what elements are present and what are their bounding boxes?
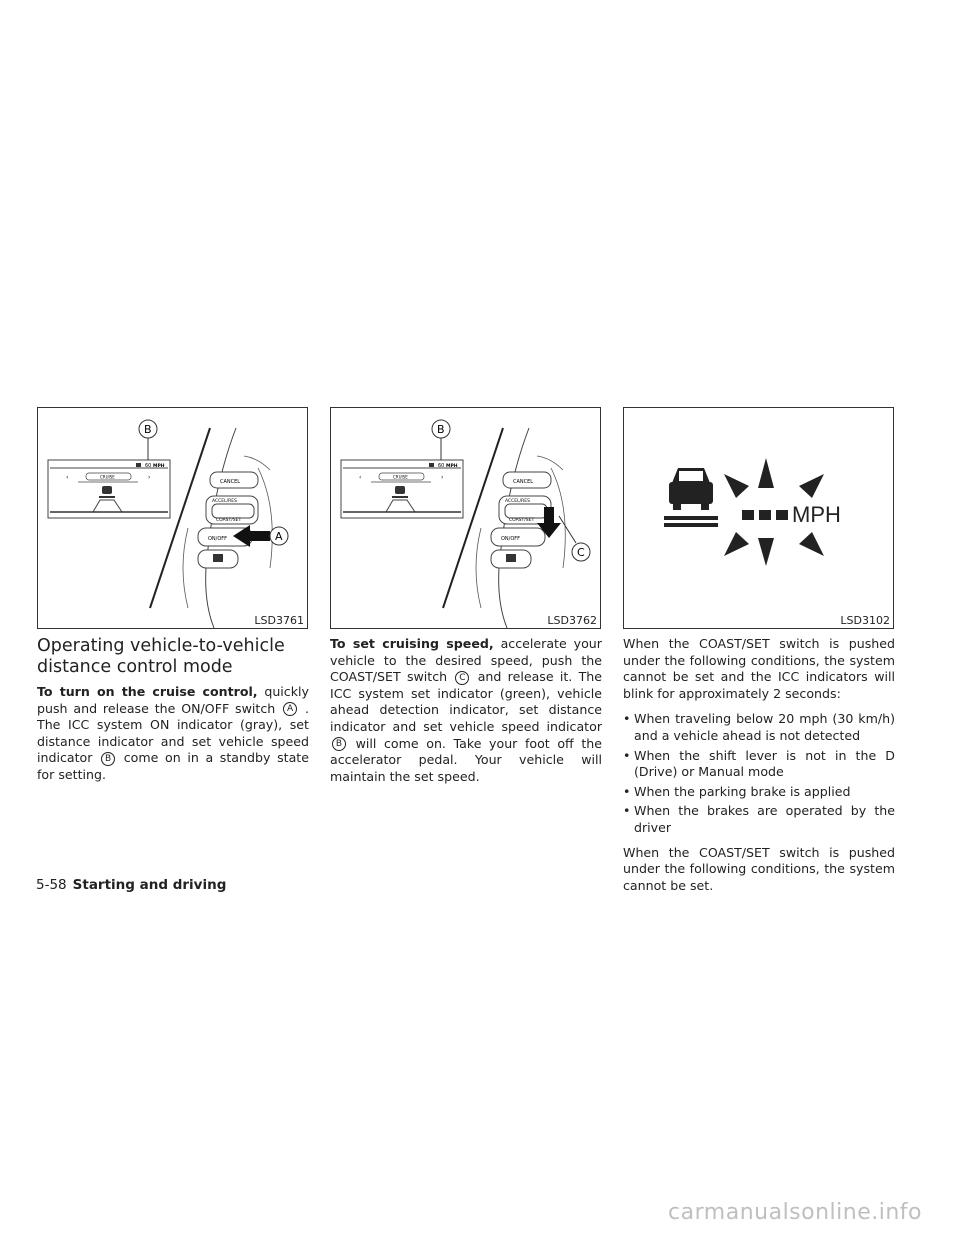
coast-set-label: COAST/SET bbox=[509, 518, 535, 523]
coast-set-illustration bbox=[331, 408, 602, 630]
paragraph: To set cruising speed, accelerate your vehicle to the desired speed, push the COAST/SET switch C and release it. The ICC system set indicator (green), vehicle ahead detection indicator, set distance indicator and set vehicle speed indicator B will come on. Take your foot off the accelerator pedal. Your vehicle will maintain the set speed. bbox=[330, 636, 602, 784]
column-1 bbox=[37, 636, 309, 793]
vehicle-ahead-icon bbox=[664, 468, 718, 527]
accel-res-label: ACCEL/RES bbox=[505, 499, 530, 504]
display-speed: 60 bbox=[438, 463, 445, 469]
svg-text:›: › bbox=[148, 474, 151, 481]
blinking-indicator-illustration bbox=[624, 408, 895, 630]
display-mode: CRUISE bbox=[100, 474, 115, 480]
display-unit: MPH bbox=[446, 464, 458, 469]
svg-text:‹: ‹ bbox=[66, 474, 69, 481]
label-b: B bbox=[144, 423, 152, 436]
coast-set-label: COAST/SET bbox=[216, 518, 242, 523]
paragraph: To turn on the cruise control, quickly push and release the ON/OFF switch A . The ICC system ON indicator (gray), set distance indicator and set vehicle speed indicator B come on in a standby state for setting. bbox=[37, 684, 309, 782]
on-off-label: ON/OFF bbox=[208, 536, 228, 542]
accel-res-label: ACCEL/RES bbox=[212, 499, 237, 504]
display-mode: CRUISE bbox=[393, 474, 408, 480]
section-heading: Operating vehicle-to-vehicle distance control mode bbox=[37, 636, 285, 677]
figure-code: LSD3761 bbox=[254, 614, 304, 627]
condition-list bbox=[623, 711, 895, 836]
callout-b: B bbox=[332, 737, 346, 751]
callout-b: B bbox=[101, 752, 115, 766]
section-title: Starting and driving bbox=[72, 877, 227, 893]
paragraph: When the COAST/SET switch is pushed under the following conditions, the system cannot be set. bbox=[623, 844, 895, 893]
page-number: 5-58 bbox=[36, 877, 67, 893]
display-speed: 60 bbox=[145, 463, 152, 469]
label-a: A bbox=[275, 530, 283, 543]
column-3 bbox=[623, 636, 895, 903]
on-off-label: ON/OFF bbox=[501, 536, 521, 542]
cruise-switch-illustration bbox=[38, 408, 309, 630]
list-item: • When traveling below 20 mph (30 km/h) and a vehicle ahead is not detected bbox=[623, 711, 895, 744]
page-footer bbox=[36, 877, 226, 893]
figure-lsd3102 bbox=[623, 407, 894, 629]
watermark: carmanualsonline.info bbox=[668, 1200, 922, 1225]
figure-code: LSD3102 bbox=[840, 614, 890, 627]
cancel-button-label: CANCEL bbox=[220, 479, 241, 485]
label-c: C bbox=[577, 546, 585, 559]
bold-lead: To turn on the cruise control, bbox=[37, 684, 258, 699]
paragraph: When the COAST/SET switch is pushed under the following conditions, the system cannot be set and the ICC indicators will blink for approximately 2 seconds: bbox=[623, 636, 895, 701]
list-item: • When the parking brake is applied bbox=[623, 784, 895, 801]
figure-lsd3762 bbox=[330, 407, 601, 629]
callout-a: A bbox=[283, 702, 297, 716]
label-b: B bbox=[437, 423, 445, 436]
cancel-button-label: CANCEL bbox=[513, 479, 534, 485]
bold-lead: To set cruising speed, bbox=[330, 636, 494, 651]
list-item: • When the shift lever is not in the D (Drive) or Manual mode bbox=[623, 748, 895, 781]
svg-text:›: › bbox=[441, 474, 444, 481]
display-unit: MPH bbox=[153, 464, 165, 469]
figure-lsd3761 bbox=[37, 407, 308, 629]
callout-c: C bbox=[455, 671, 469, 685]
column-2 bbox=[330, 636, 602, 794]
svg-text:‹: ‹ bbox=[359, 474, 362, 481]
list-item: • When the brakes are operated by the driver bbox=[623, 803, 895, 836]
figure-code: LSD3762 bbox=[547, 614, 597, 627]
mph-text: MPH bbox=[792, 502, 841, 527]
